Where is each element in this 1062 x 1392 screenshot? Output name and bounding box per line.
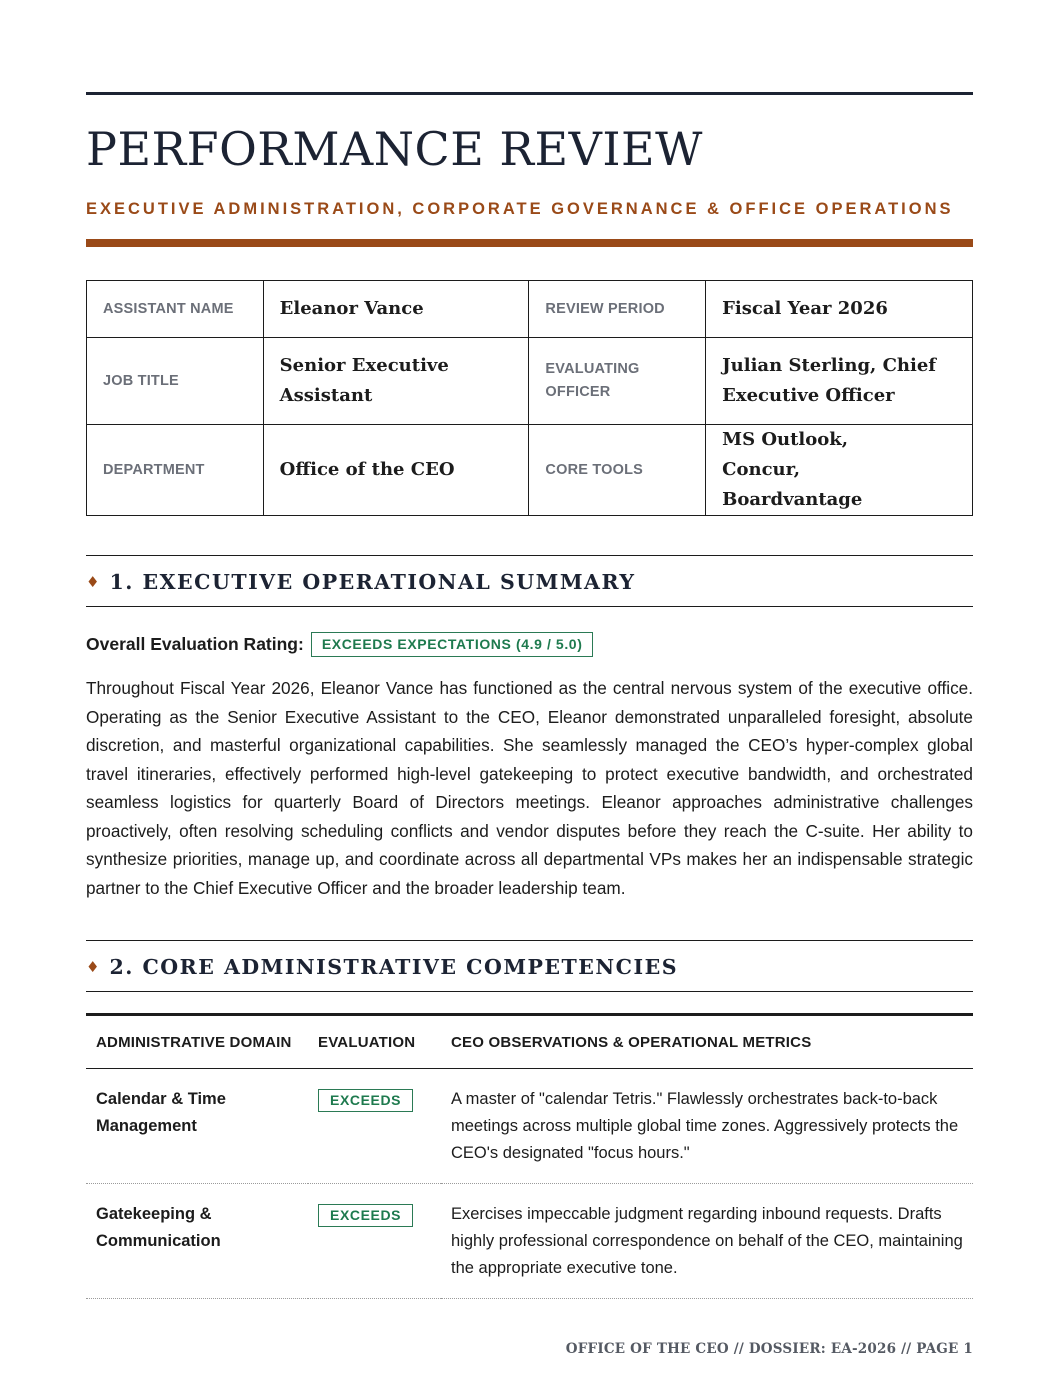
domain-cell: Calendar & Time Management [86, 1069, 308, 1184]
competencies-table [86, 1013, 973, 1299]
evaluation-cell [308, 1184, 441, 1299]
accent-rule [86, 239, 973, 247]
table-row [86, 1069, 973, 1184]
summary-paragraph: Throughout Fiscal Year 2026, Eleanor Vance has functioned as the central nervous system of the executive office. Operating as the Senior Executive Assistant to the CEO, Eleanor demonstrated unparalleled foresight, absolute discretion, and masterful organizational capabilities. She seamlessly managed the CEO’s hyper-complex global travel itineraries, effectively performed high-level gatekeeping to protect executive bandwidth, and orchestrated seamless logistics for quarterly Board of Directors meetings. Eleanor approaches administrative challenges proactively, often resolving scheduling conflicts and vendor disputes before they reach the C-suite. Her ability to synthesize priorities, manage up, and coordinate across all departmental VPs makes her an indispensable strategic partner to the Chief Executive Officer and the broader leadership team. [86, 678, 973, 898]
column-header: CEO OBSERVATIONS & OPERATIONAL METRICS [441, 1015, 973, 1069]
table-row [86, 1184, 973, 1299]
section-header-summary [86, 555, 973, 607]
department-value: Office of the CEO [263, 425, 529, 516]
evaluation-badge: EXCEEDS [318, 1089, 413, 1112]
diamond-icon: ♦ [86, 573, 100, 591]
section-header-competencies [86, 940, 973, 992]
evaluation-badge: EXCEEDS [318, 1204, 413, 1227]
top-rule [86, 92, 973, 95]
column-header: EVALUATION [308, 1015, 441, 1069]
page-subtitle: EXECUTIVE ADMINISTRATION, CORPORATE GOVERNANCE & OFFICE OPERATIONS [86, 200, 954, 218]
table-header-row [86, 1015, 973, 1069]
core-tools-value: MS Outlook, Concur, Boardvantage [706, 425, 973, 516]
job-title-value: Senior Executive Assistant [263, 338, 529, 425]
overall-rating [86, 632, 593, 657]
assistant-name-value: Eleanor Vance [263, 281, 529, 338]
rating-badge: EXCEEDS EXPECTATIONS (4.9 / 5.0) [311, 632, 594, 657]
evaluating-officer-label: EVALUATING OFFICER [529, 338, 706, 425]
page-footer: OFFICE OF THE CEO // DOSSIER: EA-2026 // PAGE 1 [565, 1341, 973, 1357]
column-header: ADMINISTRATIVE DOMAIN [86, 1015, 308, 1069]
evaluating-officer-value: Julian Sterling, Chief Executive Officer [706, 338, 973, 425]
core-tools-label: CORE TOOLS [529, 425, 706, 516]
section-title: 1. EXECUTIVE OPERATIONAL SUMMARY [109, 570, 636, 594]
info-row [87, 338, 973, 425]
observation-cell: A master of "calendar Tetris." Flawlessly orchestrates back-to-back meetings across multiple global time zones. Aggressively protects the CEO's designated "focus hours." [441, 1069, 973, 1184]
diamond-icon: ♦ [86, 958, 100, 976]
job-title-label: JOB TITLE [87, 338, 264, 425]
observation-cell: Exercises impeccable judgment regarding inbound requests. Drafts highly professional correspondence on behalf of the CEO, maintaining the appropriate executive tone. [441, 1184, 973, 1299]
review-period-label: REVIEW PERIOD [529, 281, 706, 338]
review-period-value: Fiscal Year 2026 [706, 281, 973, 338]
info-row [87, 425, 973, 516]
assistant-name-label: ASSISTANT NAME [87, 281, 264, 338]
section-title: 2. CORE ADMINISTRATIVE COMPETENCIES [109, 955, 679, 979]
employee-info-table [86, 280, 973, 516]
domain-cell: Gatekeeping & Communication [86, 1184, 308, 1299]
info-row [87, 281, 973, 338]
rating-label: Overall Evaluation Rating: [86, 634, 304, 654]
page-title: PERFORMANCE REVIEW [86, 122, 703, 176]
evaluation-cell [308, 1069, 441, 1184]
department-label: DEPARTMENT [87, 425, 264, 516]
